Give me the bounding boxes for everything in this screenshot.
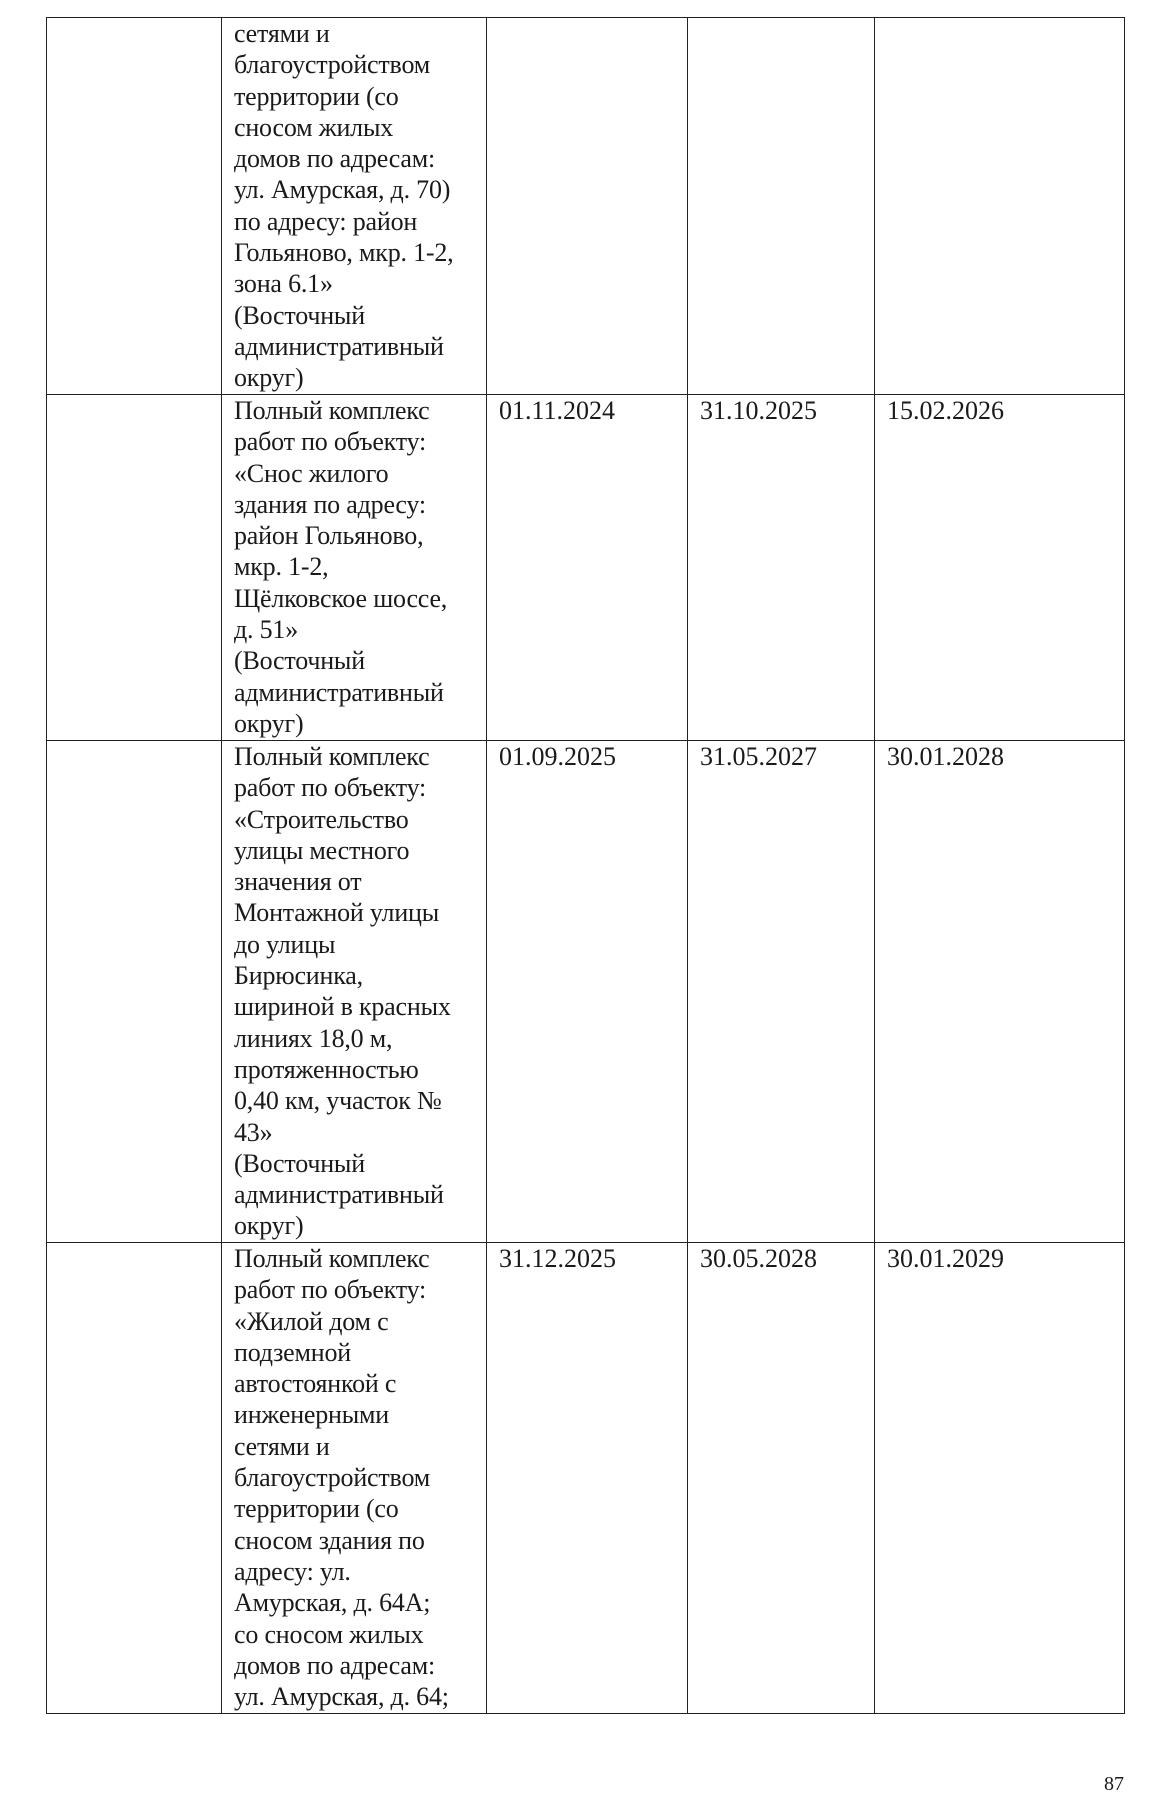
table-row (47, 1243, 1125, 1714)
end-date-cell (688, 395, 875, 741)
commission-date-cell (875, 18, 1125, 395)
schedule-table (46, 17, 1125, 1714)
empty-cell (47, 18, 222, 395)
object-description-cell (222, 395, 487, 741)
table-row (47, 395, 1125, 741)
end-date: 31.10.2025 (700, 396, 817, 425)
object-description: Полный комплекс работ по объекту: «Жилой дом с подземной автостоянкой с инженерными сетями и благоустройством территории (со сносом здания по адресу: ул. Амурская, д. 64А; со сносом жилых домов по адресам: ул. Амурская, д. 64; (234, 1244, 449, 1712)
table-row (47, 741, 1125, 1243)
empty-cell (47, 395, 222, 741)
commission-date-cell (875, 395, 1125, 741)
table-row (47, 18, 1125, 395)
empty-cell (47, 1243, 222, 1714)
start-date-cell (487, 1243, 688, 1714)
end-date-cell (688, 18, 875, 395)
object-description-cell (222, 1243, 487, 1714)
object-description: сетями и благоустройством территории (со сносом жилых домов по адресам: ул. Амурская, д. 70) по адресу: район Гольяново, мкр. 1-2, зона 6.1» (Восточный административный округ) (234, 19, 454, 393)
commission-date: 15.02.2026 (887, 396, 1004, 425)
end-date-cell (688, 741, 875, 1243)
empty-cell (47, 741, 222, 1243)
object-description-cell (222, 741, 487, 1243)
object-description-cell (222, 18, 487, 395)
start-date: 01.09.2025 (499, 742, 616, 771)
commission-date: 30.01.2029 (887, 1244, 1004, 1273)
object-description: Полный комплекс работ по объекту: «Снос жилого здания по адресу: район Гольяново, мкр. 1-2, Щёлковское шоссе, д. 51» (Восточный административный округ) (234, 396, 448, 738)
start-date-cell (487, 741, 688, 1243)
end-date: 30.05.2028 (700, 1244, 817, 1273)
object-description: Полный комплекс работ по объекту: «Строительство улицы местного значения от Монтажной улицы до улицы Бирюсинка, шириной в красных линиях 18,0 м, протяженностью 0,40 км, участок № 43» (Восточный административный округ) (234, 742, 451, 1241)
end-date: 31.05.2027 (700, 742, 817, 771)
start-date-cell (487, 395, 688, 741)
page-number: 87 (1104, 1773, 1124, 1795)
end-date-cell (688, 1243, 875, 1714)
commission-date-cell (875, 1243, 1125, 1714)
start-date: 31.12.2025 (499, 1244, 616, 1273)
start-date: 01.11.2024 (499, 396, 616, 425)
commission-date-cell (875, 741, 1125, 1243)
start-date-cell (487, 18, 688, 395)
commission-date: 30.01.2028 (887, 742, 1004, 771)
